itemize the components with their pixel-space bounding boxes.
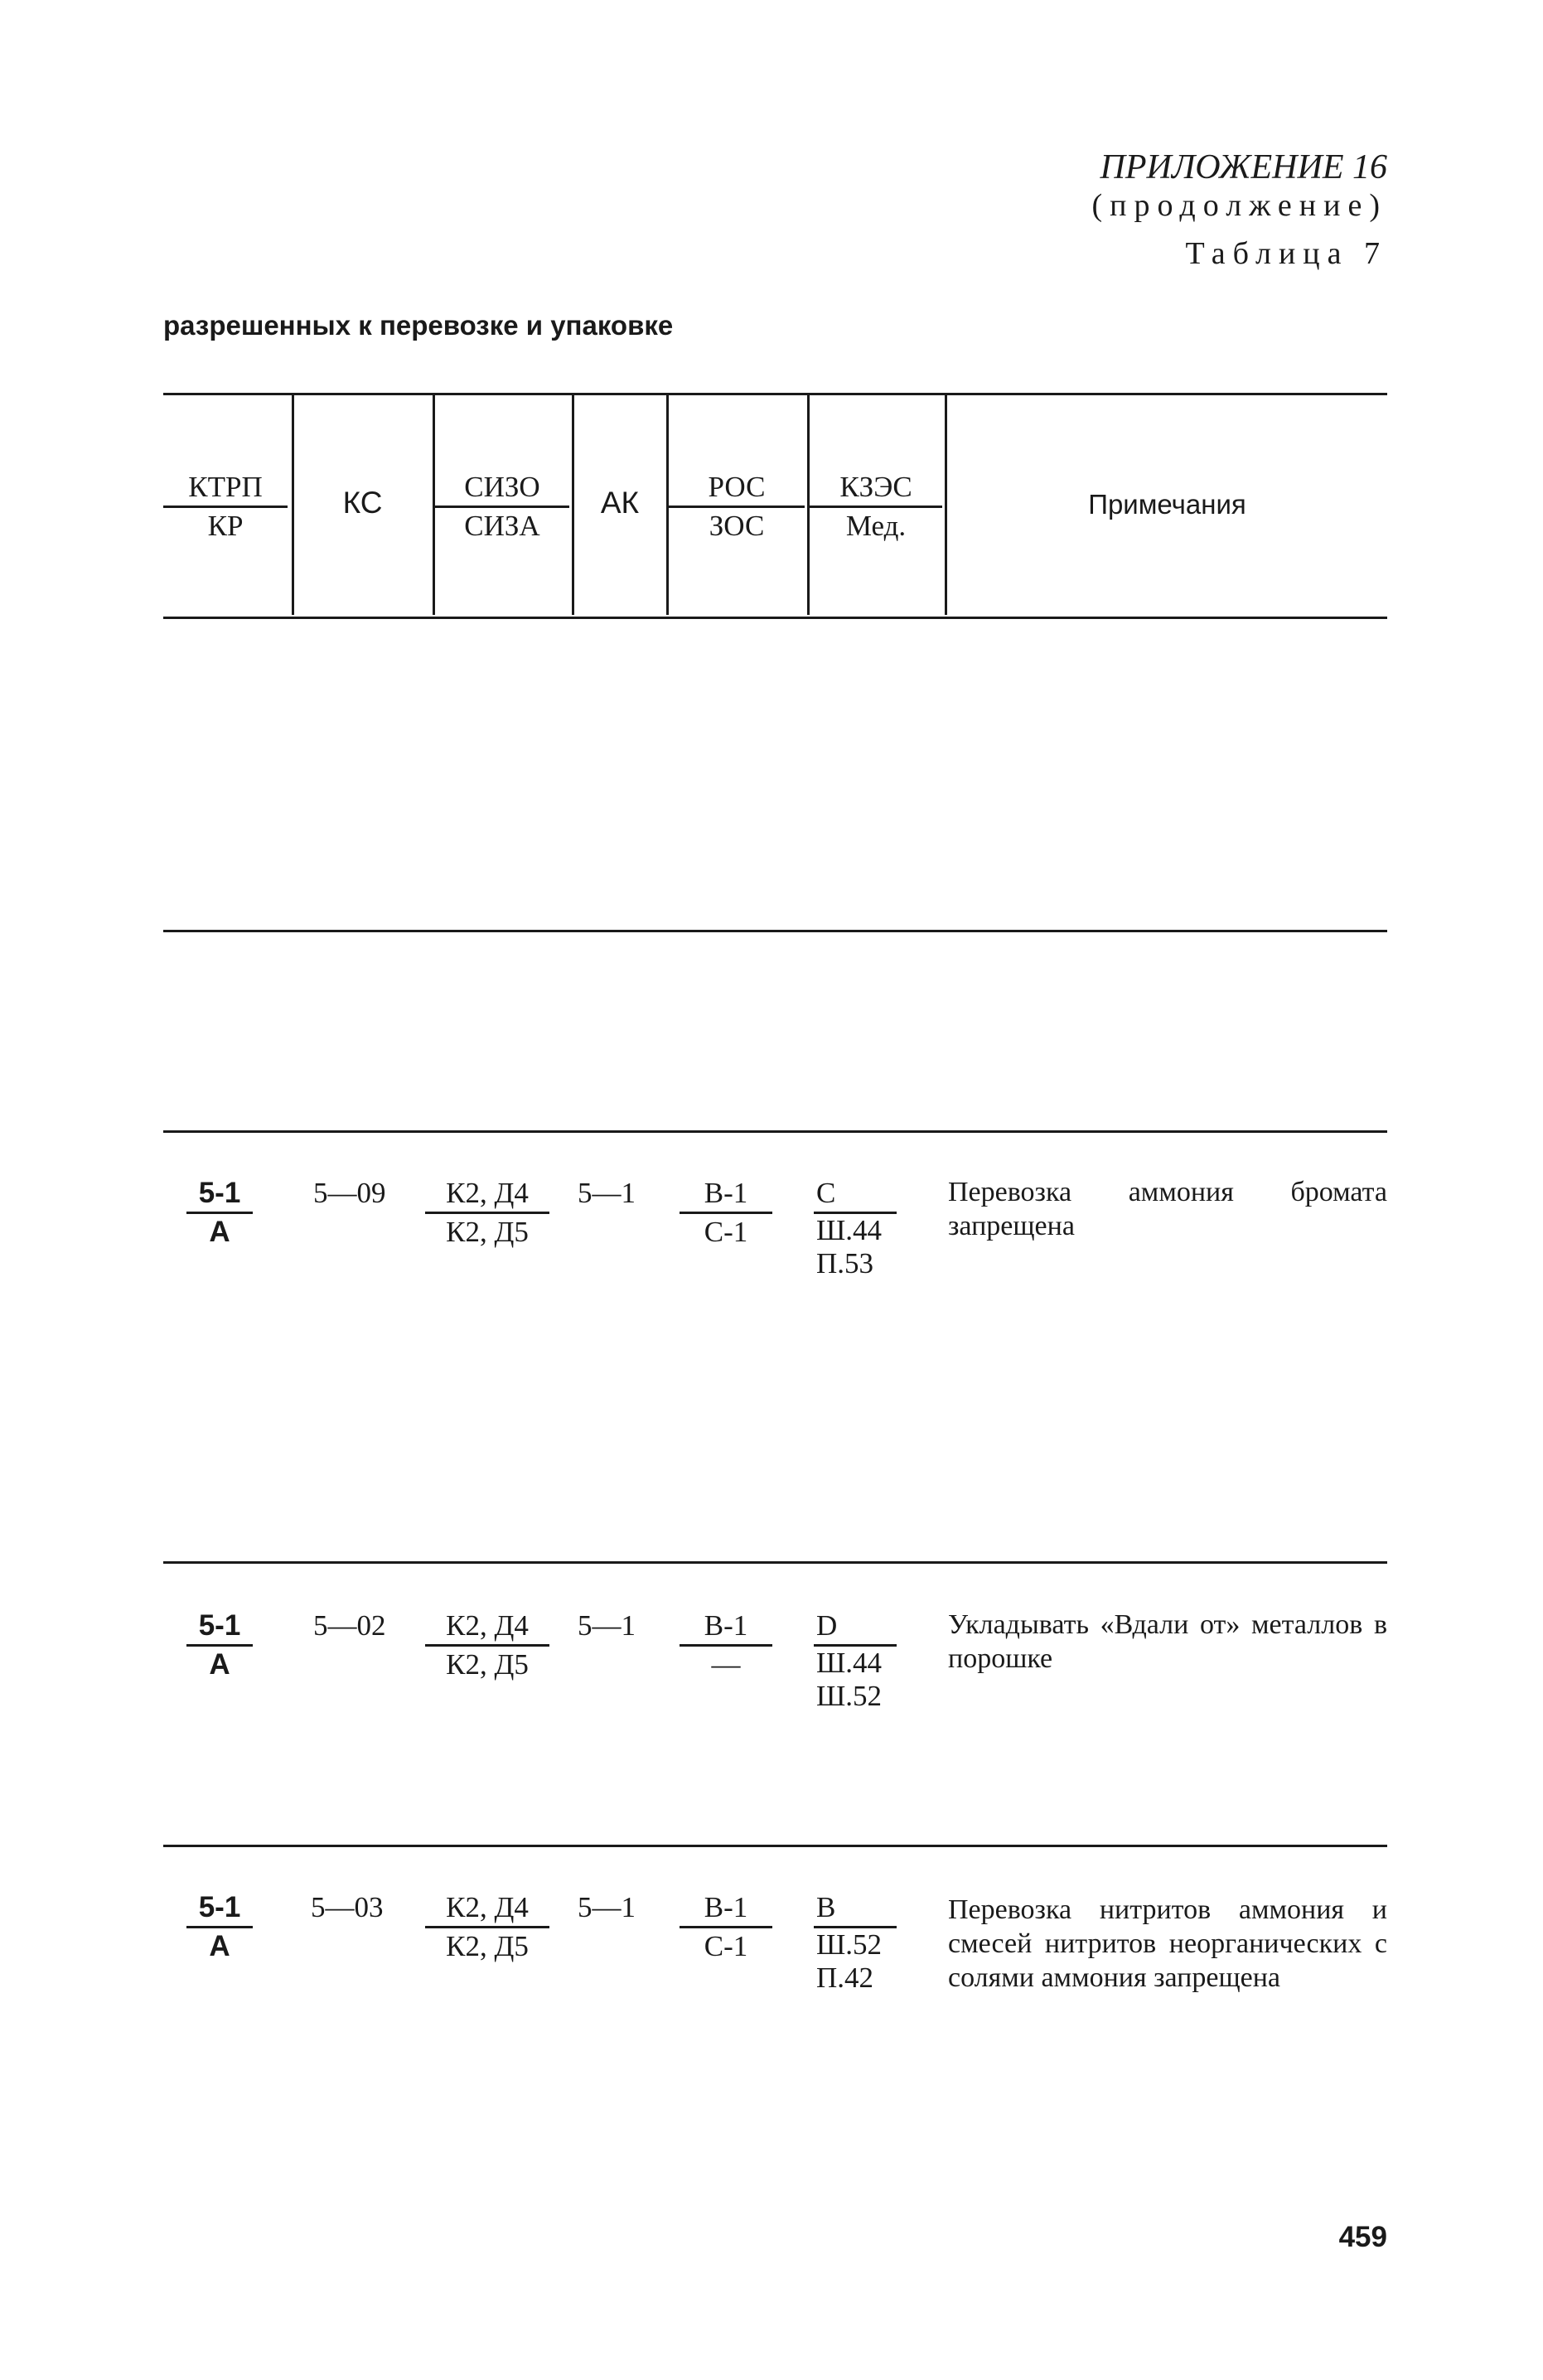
- row3-ros: В-1: [680, 1891, 772, 1928]
- row3-siza: К2, Д5: [446, 1930, 529, 1962]
- row2-zos: —: [711, 1648, 741, 1681]
- row1-siza: К2, Д5: [446, 1216, 529, 1248]
- row1-sizo-siza: [425, 1177, 549, 1249]
- row2-ros: В-1: [680, 1609, 772, 1647]
- row2-ros-zos: [680, 1609, 772, 1681]
- header-notes: Примечания: [1088, 489, 1246, 520]
- row2-kzes: D: [814, 1609, 897, 1647]
- row3-kzes: В: [814, 1891, 897, 1928]
- row1-kr: А: [209, 1216, 230, 1248]
- continuation-label: (продолжение): [1091, 188, 1387, 223]
- row2-ktrp-kr: [186, 1609, 253, 1681]
- row2-kr: А: [209, 1648, 230, 1681]
- row1-ktrp: 5-1: [186, 1177, 253, 1214]
- table-caption: разрешенных к перевозке и упаковке: [163, 310, 674, 341]
- row1-kzes: С: [814, 1177, 897, 1214]
- row3-zos: С-1: [704, 1930, 748, 1962]
- section-rule: [163, 1130, 1387, 1133]
- row2-note: Укладывать «Вдали от» металлов в порошке: [948, 1609, 1387, 1674]
- row1-note: Перевозка аммония бромата запрещена: [948, 1177, 1387, 1241]
- header-bottom-rule: [163, 617, 1387, 619]
- row1-med2: П.53: [816, 1247, 874, 1279]
- row2-med2: Ш.52: [816, 1680, 883, 1712]
- header-ros: РОС: [669, 471, 805, 508]
- row2-kzes-med: [814, 1609, 897, 1713]
- row2-sizo: К2, Д4: [425, 1609, 549, 1647]
- row1-sizo: К2, Д4: [425, 1177, 549, 1214]
- row3-ktrp: 5-1: [186, 1891, 253, 1928]
- header-kr: КР: [207, 510, 244, 542]
- header-ktrp-kr: [163, 471, 288, 543]
- table-label: Таблица 7: [1185, 236, 1387, 271]
- row2-med1: Ш.44: [816, 1647, 883, 1679]
- section-rule: [163, 930, 1387, 932]
- appendix-title: ПРИЛОЖЕНИЕ 16: [1100, 148, 1387, 186]
- table-top-rule: [163, 393, 1387, 395]
- row2-ktrp: 5-1: [186, 1609, 253, 1647]
- row3-ros-zos: [680, 1891, 772, 1963]
- header-med: Мед.: [845, 510, 907, 542]
- row3-sizo: К2, Д4: [425, 1891, 549, 1928]
- row1-ks: 5—09: [313, 1177, 386, 1209]
- row1-kzes-med: [814, 1177, 897, 1280]
- row1-ktrp-kr: [186, 1177, 253, 1249]
- header-ak: АК: [600, 486, 640, 520]
- row3-note: Перевозка нитритов аммония и смесей нитритов неорганических с солями аммония запрещена: [948, 1894, 1387, 1993]
- row1-zos: С-1: [704, 1216, 748, 1248]
- row2-ks: 5—02: [313, 1609, 386, 1642]
- row1-med1: Ш.44: [816, 1214, 883, 1246]
- page-number: 459: [1338, 2221, 1387, 2253]
- row2-siza: К2, Д5: [446, 1648, 529, 1681]
- row1-ak: 5—1: [578, 1177, 636, 1209]
- section-rule: [163, 1845, 1387, 1847]
- header-ros-zos: [669, 471, 805, 543]
- header-ktrp: КТРП: [163, 471, 288, 508]
- row3-med2: П.42: [816, 1962, 874, 1994]
- row3-ktrp-kr: [186, 1891, 253, 1963]
- row3-med1: Ш.52: [816, 1928, 883, 1961]
- header-kzes-med: [810, 471, 942, 543]
- row3-kr: А: [209, 1930, 230, 1962]
- row1-ros-zos: [680, 1177, 772, 1249]
- header-ks: КС: [342, 486, 383, 520]
- row3-ak: 5—1: [578, 1891, 636, 1923]
- row1-ros: В-1: [680, 1177, 772, 1214]
- header-sizo: СИЗО: [435, 471, 569, 508]
- row3-sizo-siza: [425, 1891, 549, 1963]
- row2-ak: 5—1: [578, 1609, 636, 1642]
- row3-kzes-med: [814, 1891, 897, 1995]
- header-sizo-siza: [435, 471, 569, 543]
- section-rule: [163, 1561, 1387, 1564]
- header-zos: ЗОС: [709, 510, 765, 542]
- row3-ks: 5—03: [311, 1891, 384, 1923]
- row2-sizo-siza: [425, 1609, 549, 1681]
- header-siza: СИЗА: [464, 510, 540, 542]
- header-kzes: КЗЭС: [810, 471, 942, 508]
